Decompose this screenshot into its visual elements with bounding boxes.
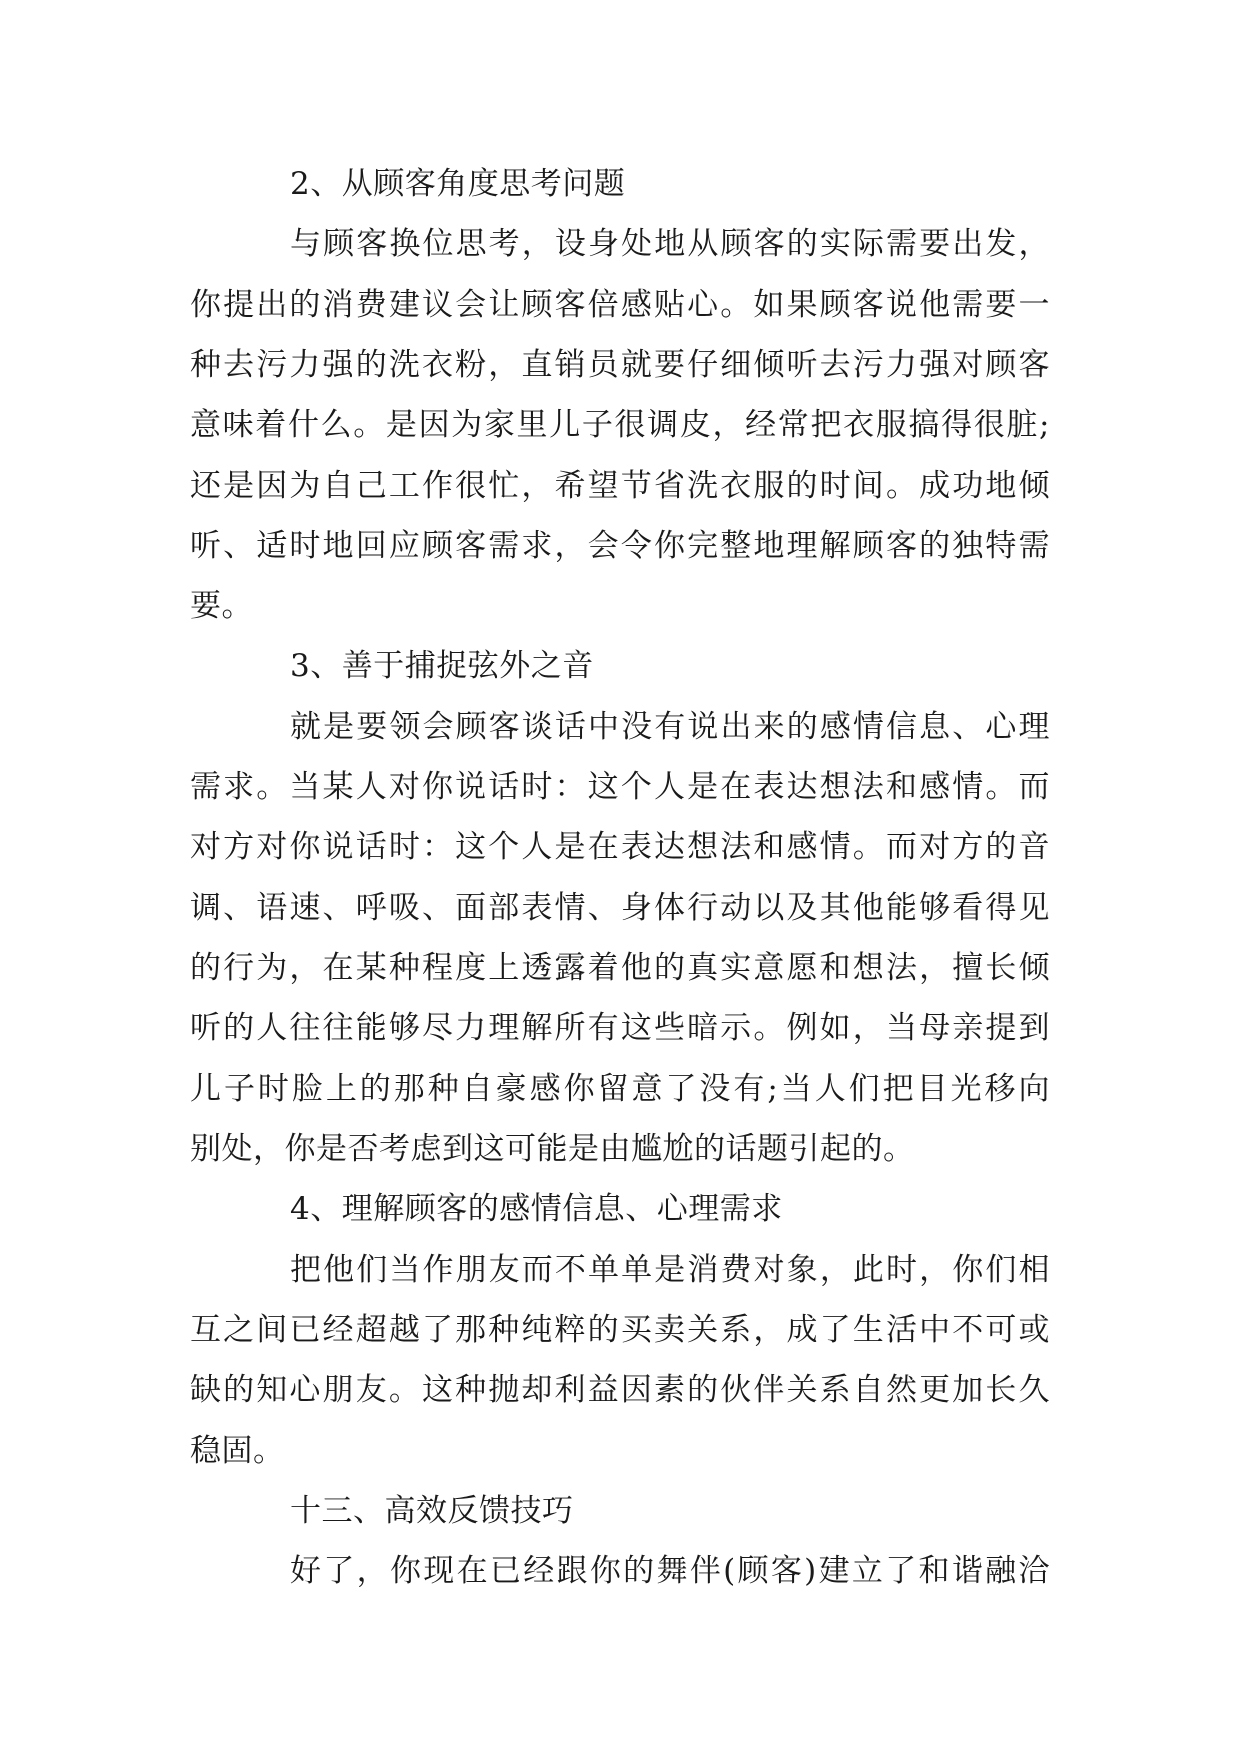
paragraph-line: 种去污力强的洗衣粉，直销员就要仔细倾听去污力强对顾客 (190, 347, 1050, 383)
paragraph-line: 与顾客换位思考，设身处地从顾客的实际需要出发， (290, 226, 1050, 262)
paragraph-line: 你提出的消费建议会让顾客倍感贴心。如果顾客说他需要一 (190, 287, 1050, 323)
paragraph-line: 儿子时脸上的那种自豪感你留意了没有;当人们把目光移向 (190, 1071, 1050, 1107)
paragraph-line: 听、适时地回应顾客需求，会令你完整地理解顾客的独特需 (190, 528, 1050, 564)
paragraph-line: 听的人往往能够尽力理解所有这些暗示。例如，当母亲提到 (190, 1010, 1050, 1046)
paragraph-line: 就是要领会顾客谈话中没有说出来的感情信息、心理 (290, 709, 1050, 745)
heading-3: 3、善于捕捉弦外之音 (290, 648, 594, 684)
heading-4: 4、理解顾客的感情信息、心理需求 (290, 1191, 783, 1227)
paragraph-line: 缺的知心朋友。这种抛却利益因素的伙伴关系自然更加长久 (190, 1372, 1050, 1408)
paragraph-line: 意味着什么。是因为家里儿子很调皮，经常把衣服搞得很脏; (190, 407, 1050, 443)
paragraph-line: 好了，你现在已经跟你的舞伴(顾客)建立了和谐融洽 (290, 1553, 1050, 1589)
paragraph-line: 还是因为自己工作很忙，希望节省洗衣服的时间。成功地倾 (190, 468, 1050, 504)
paragraph-line: 别处，你是否考虑到这可能是由尴尬的话题引起的。 (190, 1131, 915, 1167)
paragraph-line: 要。 (190, 588, 253, 624)
section-heading: 十三、高效反馈技巧 (290, 1493, 574, 1529)
paragraph-line: 互之间已经超越了那种纯粹的买卖关系，成了生活中不可或 (190, 1312, 1050, 1348)
paragraph-line: 调、语速、呼吸、面部表情、身体行动以及其他能够看得见 (190, 890, 1050, 926)
paragraph-line: 的行为，在某种程度上透露着他的真实意愿和想法，擅长倾 (190, 950, 1050, 986)
paragraph-line: 把他们当作朋友而不单单是消费对象，此时，你们相 (290, 1252, 1050, 1288)
paragraph-line: 需求。当某人对你说话时：这个人是在表达想法和感情。而 (190, 769, 1050, 805)
paragraph-line: 稳固。 (190, 1433, 285, 1469)
paragraph-line: 对方对你说话时：这个人是在表达想法和感情。而对方的音 (190, 829, 1050, 865)
heading-2: 2、从顾客角度思考问题 (290, 166, 626, 202)
